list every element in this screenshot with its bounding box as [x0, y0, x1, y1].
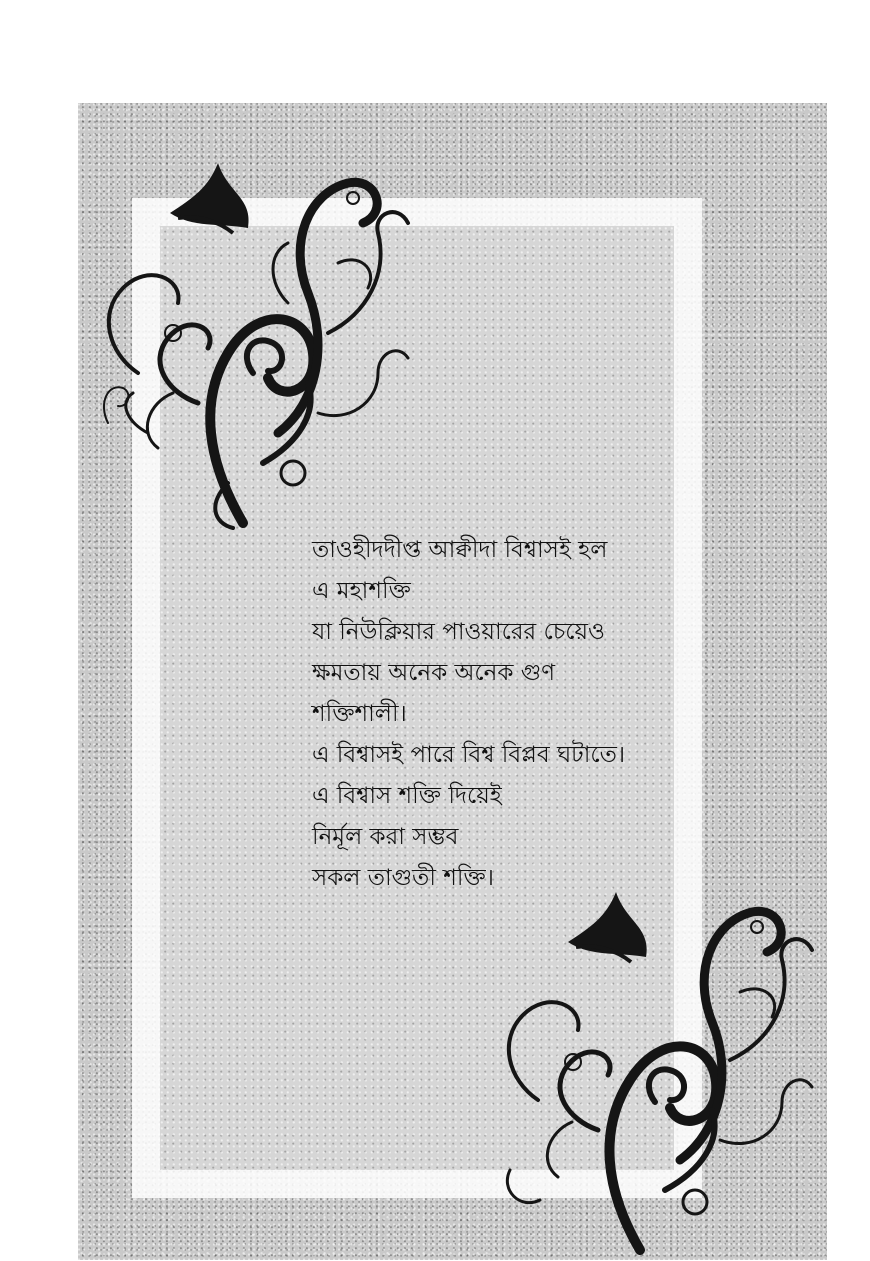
poem-text-block	[312, 530, 752, 899]
poem-line: এ মহাশক্তি	[312, 578, 411, 604]
poem-line: এ বিশ্বাসই পারে বিশ্ব বিপ্লব ঘটাতে।	[312, 742, 626, 768]
poem-line: তাওহীদদীপ্ত আক্বীদা বিশ্বাসই হল	[312, 537, 608, 563]
poem-line: শক্তিশালী।	[312, 701, 407, 727]
floral-scroll-top-icon	[78, 103, 418, 533]
floral-scroll-bottom-icon	[480, 840, 820, 1260]
poem-line: নির্মূল করা সম্ভব	[312, 824, 459, 850]
poem-line: যা নিউক্লিয়ার পাওয়ারের চেয়েও	[312, 619, 605, 645]
poem-line: এ বিশ্বাস শক্তি দিয়েই	[312, 783, 502, 809]
poem-line: ক্ষমতায় অনেক অনেক গুণ	[312, 660, 556, 686]
poem-line: সকল তাগুতী শক্তি।	[312, 865, 494, 891]
